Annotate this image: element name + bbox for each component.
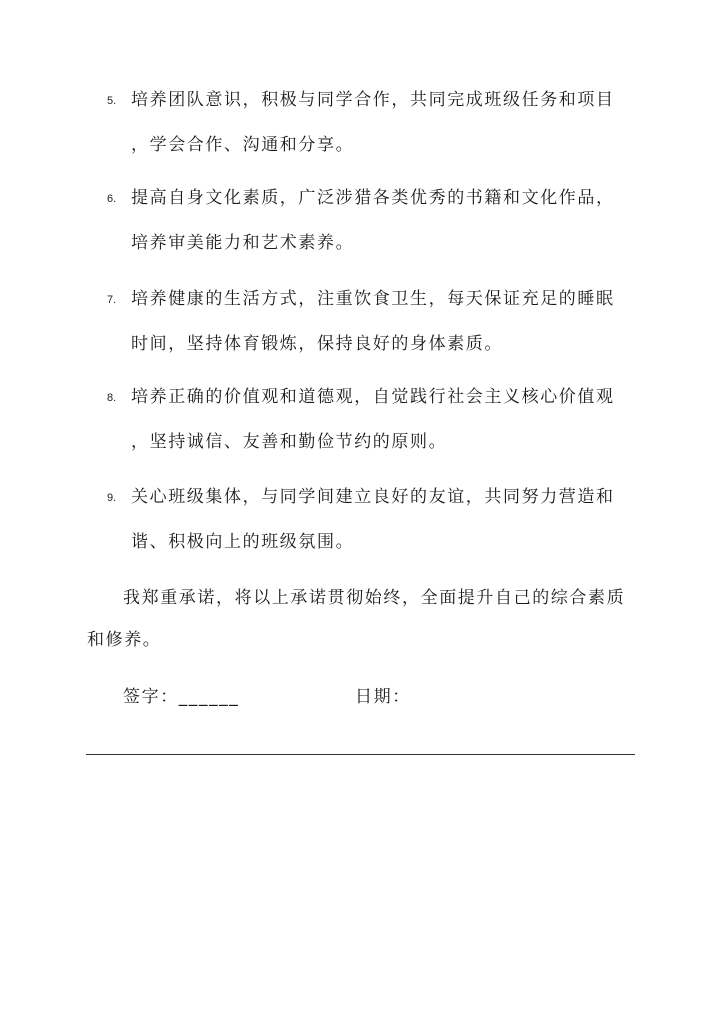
item-text-line: 时间，坚持体育锻炼，保持良好的身体素质。	[131, 334, 503, 354]
item-text-line: ，坚持诚信、友善和勤俭节约的原则。	[131, 432, 448, 452]
item-text-line: 谐、积极向上的班级氛围。	[131, 532, 355, 552]
item-number: 5.	[107, 95, 117, 107]
item-text-line: 关心班级集体，与同学间建立良好的友谊，共同努力营造和	[131, 487, 615, 507]
item-text-line: 培养审美能力和艺术素养。	[131, 233, 355, 253]
divider-line	[86, 754, 635, 755]
item-number: 9.	[107, 492, 117, 504]
item-text-line: 培养团队意识，积极与同学合作，共同完成班级任务和项目	[131, 90, 615, 110]
item-number: 8.	[107, 392, 117, 404]
pledge-text-line: 和修养。	[87, 630, 162, 650]
item-text-line: ，学会合作、沟通和分享。	[131, 135, 355, 155]
item-text-line: 培养健康的生活方式，注重饮食卫生，每天保证充足的睡眠	[131, 289, 615, 309]
item-text-line: 培养正确的价值观和道德观，自觉践行社会主义核心价值观	[131, 387, 615, 407]
pledge-text-line: 我郑重承诺，将以上承诺贯彻始终，全面提升自己的综合素质	[123, 588, 626, 608]
item-number: 7.	[107, 294, 117, 306]
signature-field: 签字：______	[123, 687, 240, 707]
item-number: 6.	[107, 193, 117, 205]
date-field: 日期：	[355, 687, 411, 707]
item-text-line: 提高自身文化素质，广泛涉猎各类优秀的书籍和文化作品，	[131, 188, 615, 208]
